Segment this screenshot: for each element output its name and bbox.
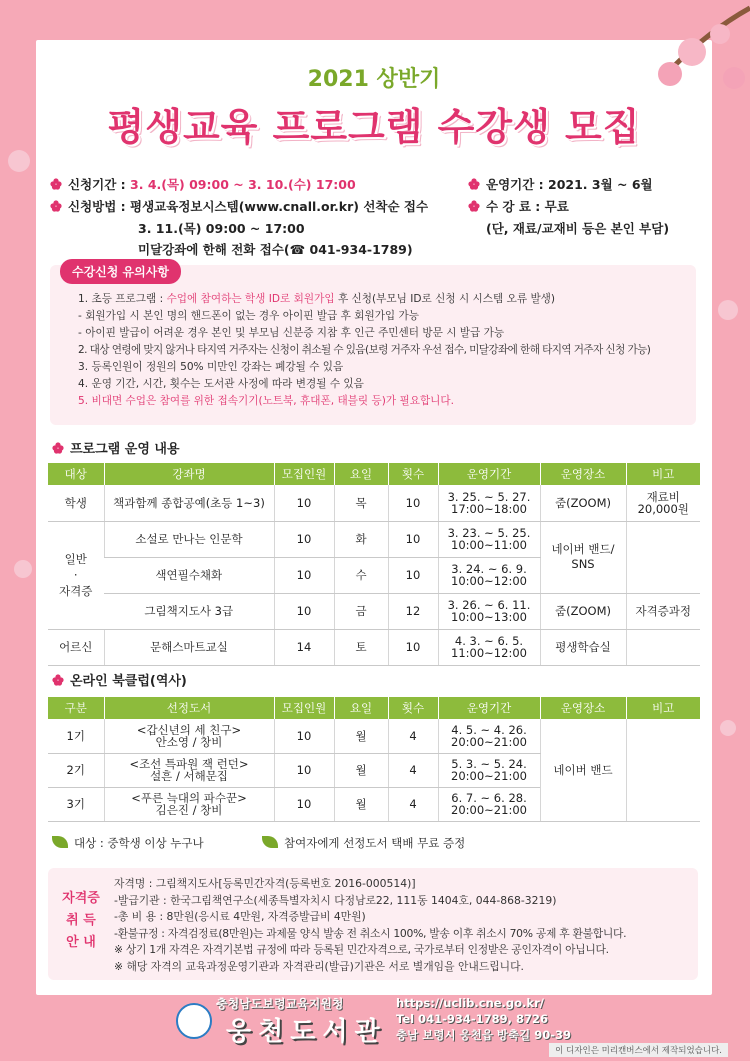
- bookclub-note-target: 대상 : 중학생 이상 누구나: [52, 835, 204, 851]
- blossom-decoration: [14, 560, 32, 578]
- cert-box: [48, 868, 698, 980]
- blossom-decoration: [8, 150, 30, 172]
- run-period: [468, 175, 653, 193]
- footer: [0, 995, 750, 1061]
- table-header: 대상: [48, 463, 104, 485]
- apply-period: [50, 175, 356, 193]
- apply-period-label: 신청기간 :: [68, 177, 126, 192]
- table-row: 그림책지도사 3급 10 금 12 3. 26. ~ 6. 11. 10:00~13:00 줌(ZOOM) 자격증과정: [48, 593, 700, 629]
- fee-note: (단, 재료/교재비 등은 본인 부담): [486, 221, 670, 236]
- table-row: 어르신 문해스마트교실 14 토 10 4. 3. ~ 6. 5. 11:00~12:00 평생학습실: [48, 629, 700, 665]
- table-row: 색연필수채화 10 수 10 3. 24. ~ 6. 9. 10:00~12:00: [48, 557, 700, 593]
- leaf-icon: [262, 836, 278, 848]
- footer-credit: 이 디자인은 미리캔버스에서 제작되었습니다.: [549, 1043, 728, 1057]
- bookclub-section-title: 온라인 북클럽(역사): [52, 670, 187, 689]
- flower-icon: [52, 674, 64, 686]
- cert-label: 자격증 취 득 안 내: [62, 891, 100, 950]
- notice-line: 3. 등록인원이 정원의 50% 미만인 강좌는 폐강될 수 있음: [78, 361, 344, 373]
- table-row: 1기 <갑신년의 세 친구> 안소영 / 창비 10 월 4 4. 5. ~ 4. 26. 20:00~21:00 네이버 밴드: [48, 719, 700, 753]
- table-header: 운영기간: [438, 463, 540, 485]
- apply-extra-date: 3. 11.(목) 09:00 ~ 17:00: [138, 221, 305, 236]
- apply-method-value: 평생교육정보시스템(www.cnall.or.kr) 선착순 접수: [130, 199, 429, 214]
- notice-line: 5. 비대면 수업은 참여를 위한 접속기기(노트북, 휴대폰, 태블릿 등)가 필요합니다.: [78, 395, 455, 407]
- table-header: 횟수: [388, 463, 438, 485]
- fee-text: 수 강 료 : 무료: [486, 199, 569, 214]
- leaf-icon: [52, 836, 68, 848]
- table-header: 요일: [334, 463, 388, 485]
- table-header: 모집인원: [274, 697, 334, 719]
- table-header: 강좌명: [104, 463, 274, 485]
- footer-library: 웅천도서관: [226, 1017, 387, 1047]
- table-header: 선정도서: [104, 697, 274, 719]
- footer-tel: Tel 041-934-1789, 8726: [396, 1012, 549, 1026]
- table-header: 운영장소: [540, 697, 626, 719]
- table-header: 구분: [48, 697, 104, 719]
- table-header: 운영기간: [438, 697, 540, 719]
- notice-line: 4. 운영 기간, 시간, 횟수는 도서관 사정에 따라 변경될 수 있음: [78, 378, 364, 390]
- logo-icon: [176, 1003, 212, 1039]
- table-row: 학생 책과함께 종합공예(초등 1~3) 10 목 10 3. 25. ~ 5. 27. 17:00~18:00 줌(ZOOM) 재료비 20,000원: [48, 485, 700, 521]
- flower-icon: [468, 178, 480, 190]
- table-header: 비고: [626, 463, 700, 485]
- flower-icon: [468, 200, 480, 212]
- title-year: 2021 상반기: [307, 67, 441, 92]
- apply-method-label: 신청방법 :: [68, 199, 126, 214]
- table-row: 일반 · 자격증 소설로 만나는 인문학 10 화 10 3. 23. ~ 5. 25. 10:00~11:00 네이버 밴드/ SNS: [48, 521, 700, 557]
- apply-extra-note: 미달강좌에 한해 전화 접수(☎ 041-934-1789): [138, 242, 413, 257]
- notice-line: - 아이핀 발급이 어려운 경우 본인 및 부모님 신분증 지참 후 인근 주민센터 방문 시 발급 가능: [78, 327, 505, 339]
- apply-period-value: 3. 4.(목) 09:00 ~ 3. 10.(수) 17:00: [130, 177, 356, 192]
- footer-org: 충청남도보령교육지원청: [216, 997, 344, 1011]
- blossom-decoration: [718, 300, 738, 320]
- program-section-title: 프로그램 운영 내용: [52, 438, 180, 457]
- notice-box: [50, 265, 696, 425]
- program-table: [48, 463, 700, 666]
- table-header: 요일: [334, 697, 388, 719]
- flower-icon: [50, 200, 62, 212]
- run-period-text: 운영기간 : 2021. 3월 ~ 6월: [486, 177, 653, 192]
- poster-frame: [36, 40, 712, 995]
- notice-list: [78, 291, 650, 410]
- cert-text: 자격명 : 그림책지도사[등록민간자격(등록번호 2016-000514)] -발급기관 : 한국그림책연구소(세종특별자치시 다정남로22, 111동 1404호, 044-868-3219) -총 비 용 : 8만원(응시료 4만원, 자격증발급비 4만원) -환불규정 : 자격검정료(8만원)는 과제물 양식 발송 전 취소시 100%, 발송 이후 취소시 70% 공제 후 환불합니다. ※ 상기 1개 자격은 자격기본법 규정에 따라 등록된 민간자격으로, 국가로부터 인정받은 공인자격이 아닙니다. ※ 해당 자격의 교육과정운영기관과 자격관리(발급)기관은 서로 별개임을 안내드립니다.: [114, 877, 627, 973]
- table-header: 비고: [626, 697, 700, 719]
- footer-url[interactable]: https://uclib.cne.go.kr/: [396, 996, 544, 1010]
- bookclub-table: [48, 697, 700, 822]
- table-row: 3기 <푸른 늑대의 파수꾼> 김은진 / 창비 10 월 4 6. 7. ~ 6. 28. 20:00~21:00: [48, 787, 700, 821]
- flower-icon: [52, 442, 64, 454]
- table-header: 횟수: [388, 697, 438, 719]
- notice-line: 2. 대상 연령에 맞지 않거나 타지역 거주자는 신청이 취소될 수 있음(보령 거주자 우선 접수, 미달강좌에 한해 타지역 거주자 신청 가능): [78, 344, 651, 356]
- flower-icon: [50, 178, 62, 190]
- bookclub-note-delivery: 참여자에게 선정도서 택배 무료 증정: [262, 835, 465, 851]
- page-title: 평생교육 프로그램 수강생 모집: [107, 105, 641, 149]
- table-header: 운영장소: [540, 463, 626, 485]
- fee: [468, 197, 569, 215]
- footer-contact: [396, 995, 571, 1043]
- table-row: 2기 <조선 특파원 잭 런던> 설흔 / 서해문집 10 월 4 5. 3. ~ 5. 24. 20:00~21:00: [48, 753, 700, 787]
- blossom-branch-icon: [600, 0, 750, 110]
- table-header: 모집인원: [274, 463, 334, 485]
- footer-address: 충남 보령시 웅천읍 방축길 90-39: [396, 1028, 571, 1042]
- notice-line: - 회원가입 시 본인 명의 핸드폰이 없는 경우 아이핀 발급 후 회원가입 가능: [78, 310, 420, 322]
- notice-line: 1. 초등 프로그램 : 수업에 참여하는 학생 ID로 회원가입 후 신청(부모님 ID로 신청 시 시스템 오류 발생): [78, 293, 556, 305]
- blossom-decoration: [720, 720, 736, 736]
- apply-method: [50, 197, 428, 215]
- notice-tag: 수강신청 유의사항: [60, 259, 181, 284]
